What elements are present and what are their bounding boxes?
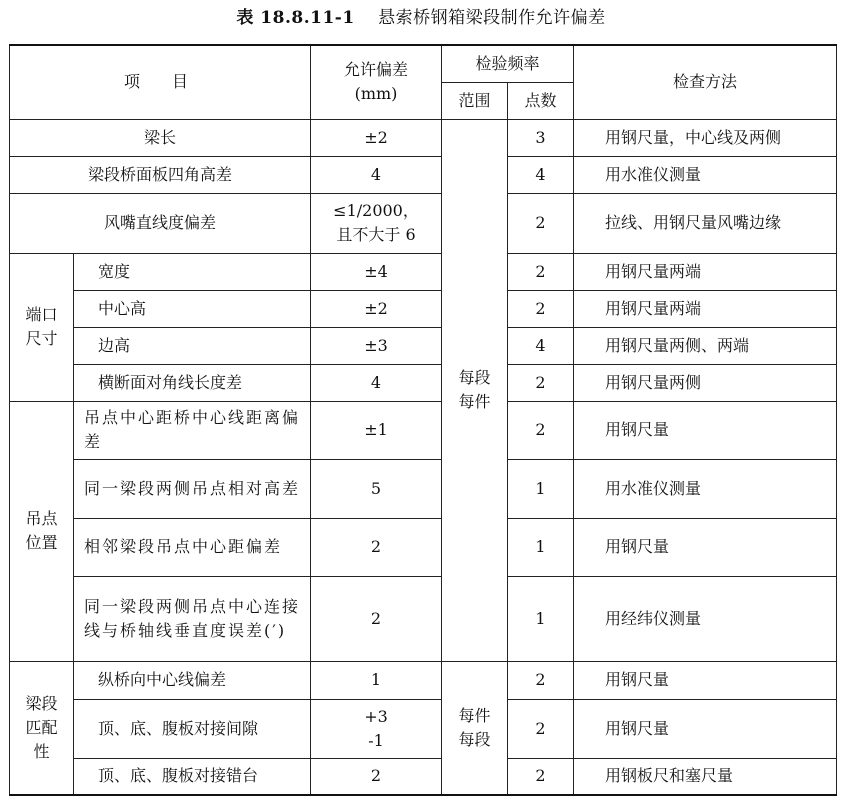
category-segment-match: 梁段 匹配 性 xyxy=(10,661,74,795)
row-tolerance: ±1 xyxy=(311,401,442,459)
table-number: 表 18.8.11-1 xyxy=(236,8,355,28)
row-tolerance: 1 xyxy=(311,661,442,699)
row-method: 用钢板尺和塞尺量 xyxy=(574,758,837,795)
row-points: 4 xyxy=(508,156,574,193)
row-item: 顶、底、腹板对接间隙 xyxy=(74,699,311,758)
row-points: 1 xyxy=(508,459,574,518)
row-item: 中心高 xyxy=(74,290,311,327)
row-tolerance: 2 xyxy=(311,518,442,576)
row-item: 纵桥向中心线偏差 xyxy=(74,661,311,699)
row-method: 用钢尺量，中心线及两侧 xyxy=(574,119,837,156)
table-row xyxy=(10,576,837,661)
header-item: 项 目 xyxy=(10,45,311,119)
category-end-size: 端口 尺寸 xyxy=(10,253,74,401)
table-row xyxy=(10,327,837,364)
scope-group-2: 每件 每段 xyxy=(442,661,508,795)
row-tolerance: 2 xyxy=(311,576,442,661)
row-tolerance: +3 -1 xyxy=(311,699,442,758)
table-row xyxy=(10,290,837,327)
table-row xyxy=(10,364,837,401)
row-points: 2 xyxy=(508,699,574,758)
table-row xyxy=(10,459,837,518)
row-points: 1 xyxy=(508,518,574,576)
row-tolerance: 4 xyxy=(311,364,442,401)
row-tolerance: ≤1/2000， 且不大于 6 xyxy=(311,193,442,253)
table-row xyxy=(10,193,837,253)
row-item: 宽度 xyxy=(74,253,311,290)
category-lifting-point: 吊点 位置 xyxy=(10,401,74,661)
row-method: 用钢尺量 xyxy=(574,661,837,699)
row-points: 2 xyxy=(508,193,574,253)
header-tolerance: 允许偏差 (mm) xyxy=(311,45,442,119)
header-scope: 范围 xyxy=(442,82,508,119)
row-method: 用水准仪测量 xyxy=(574,156,837,193)
row-points: 2 xyxy=(508,364,574,401)
row-method: 用钢尺量 xyxy=(574,699,837,758)
row-method: 用钢尺量两侧、两端 xyxy=(574,327,837,364)
row-points: 2 xyxy=(508,758,574,795)
row-points: 4 xyxy=(508,327,574,364)
row-tolerance: 4 xyxy=(311,156,442,193)
tolerance-table xyxy=(9,44,837,796)
row-tolerance: ±3 xyxy=(311,327,442,364)
row-item: 吊点中心距桥中心线距离偏差 xyxy=(74,401,311,459)
row-item: 梁段桥面板四角高差 xyxy=(10,156,311,193)
row-method: 用钢尺量两端 xyxy=(574,290,837,327)
row-points: 2 xyxy=(508,401,574,459)
header-frequency: 检验频率 xyxy=(442,45,574,82)
row-item: 风嘴直线度偏差 xyxy=(10,193,311,253)
row-method: 用经纬仪测量 xyxy=(574,576,837,661)
table-row xyxy=(10,401,837,459)
header-points: 点数 xyxy=(508,82,574,119)
scope-group-1: 每段 每件 xyxy=(442,119,508,661)
row-points: 2 xyxy=(508,661,574,699)
row-method: 拉线、用钢尺量风嘴边缘 xyxy=(574,193,837,253)
table-row xyxy=(10,661,837,699)
row-points: 3 xyxy=(508,119,574,156)
table-row xyxy=(10,119,837,156)
row-item: 梁长 xyxy=(10,119,311,156)
row-item: 边高 xyxy=(74,327,311,364)
row-method: 用钢尺量两侧 xyxy=(574,364,837,401)
row-tolerance: 2 xyxy=(311,758,442,795)
table-title: 悬索桥钢箱梁段制作允许偏差 xyxy=(378,8,606,28)
row-item: 顶、底、腹板对接错台 xyxy=(74,758,311,795)
row-tolerance: ±4 xyxy=(311,253,442,290)
row-method: 用钢尺量 xyxy=(574,518,837,576)
table-row xyxy=(10,758,837,795)
header-method: 检查方法 xyxy=(574,45,837,119)
row-tolerance: ±2 xyxy=(311,119,442,156)
table-row xyxy=(10,699,837,758)
table-caption xyxy=(0,6,842,30)
row-points: 2 xyxy=(508,290,574,327)
row-item: 同一梁段两侧吊点相对高差 xyxy=(74,459,311,518)
row-tolerance: 5 xyxy=(311,459,442,518)
row-method: 用钢尺量两端 xyxy=(574,253,837,290)
row-item: 同一梁段两侧吊点中心连接线与桥轴线垂直度误差(′) xyxy=(74,576,311,661)
row-item: 横断面对角线长度差 xyxy=(74,364,311,401)
row-method: 用水准仪测量 xyxy=(574,459,837,518)
row-points: 1 xyxy=(508,576,574,661)
row-method: 用钢尺量 xyxy=(574,401,837,459)
table-row xyxy=(10,156,837,193)
table-row xyxy=(10,518,837,576)
row-points: 2 xyxy=(508,253,574,290)
row-item: 相邻梁段吊点中心距偏差 xyxy=(74,518,311,576)
row-tolerance: ±2 xyxy=(311,290,442,327)
table-row xyxy=(10,253,837,290)
